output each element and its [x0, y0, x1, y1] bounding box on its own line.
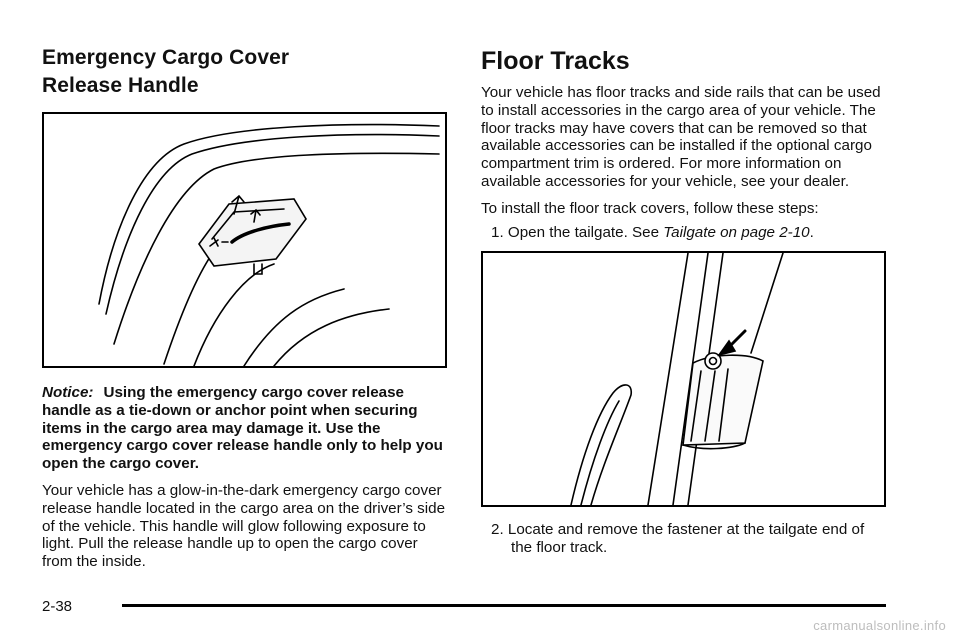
section-heading-floor-tracks: Floor Tracks	[481, 47, 630, 75]
figure-release-handle	[42, 112, 447, 368]
heading-line-1: Emergency Cargo Cover	[42, 46, 290, 69]
footer-rule	[122, 604, 886, 607]
notice-paragraph	[42, 384, 447, 473]
step-1	[491, 224, 886, 242]
body-paragraph-cargo-cover: Your vehicle has a glow-in-the-dark emergency cargo cover release handle located in the cargo area on the driver’s side of the vehicle. This handle will glow following exposure to light. Pull the release handle up to open the cargo cover from the inside.	[42, 481, 446, 571]
tailgate-reference-link[interactable]: Tailgate on page 2-10	[663, 223, 810, 241]
steps-intro: To install the floor track covers, follow these steps:	[481, 199, 819, 217]
step-1-text: 1. Open the tailgate. See	[491, 223, 664, 241]
release-handle-illustration	[44, 114, 445, 366]
floor-track-illustration	[483, 253, 884, 505]
figure-floor-track	[481, 251, 886, 507]
page-number: 2-38	[42, 598, 73, 615]
right-column	[481, 44, 886, 557]
step-2: 2. Locate and remove the fastener at the tailgate end of the floor track.	[491, 521, 865, 557]
heading-line-2: Release Handle	[42, 74, 199, 97]
step-1-end: .	[809, 223, 814, 241]
section-heading-cargo-cover	[42, 44, 447, 100]
left-column	[42, 44, 447, 571]
watermark: carmanualsonline.info	[813, 618, 946, 633]
notice-label: Notice:	[42, 384, 94, 401]
floor-tracks-intro: Your vehicle has floor tracks and side rails that can be used to install accessories in the cargo area of your vehicle. The floor tracks may have covers that can be removed so that available accessories can be installed if the optional cargo compartment trim is ordered. For more information on available accessories for your vehicle, see your dealer.	[481, 84, 881, 190]
notice-text: Using the emergency cargo cover release handle as a tie-down or anchor point when securing items in the cargo area may damage it. Use the emergency cargo cover release handle only to help you open the cargo cover.	[42, 384, 443, 473]
